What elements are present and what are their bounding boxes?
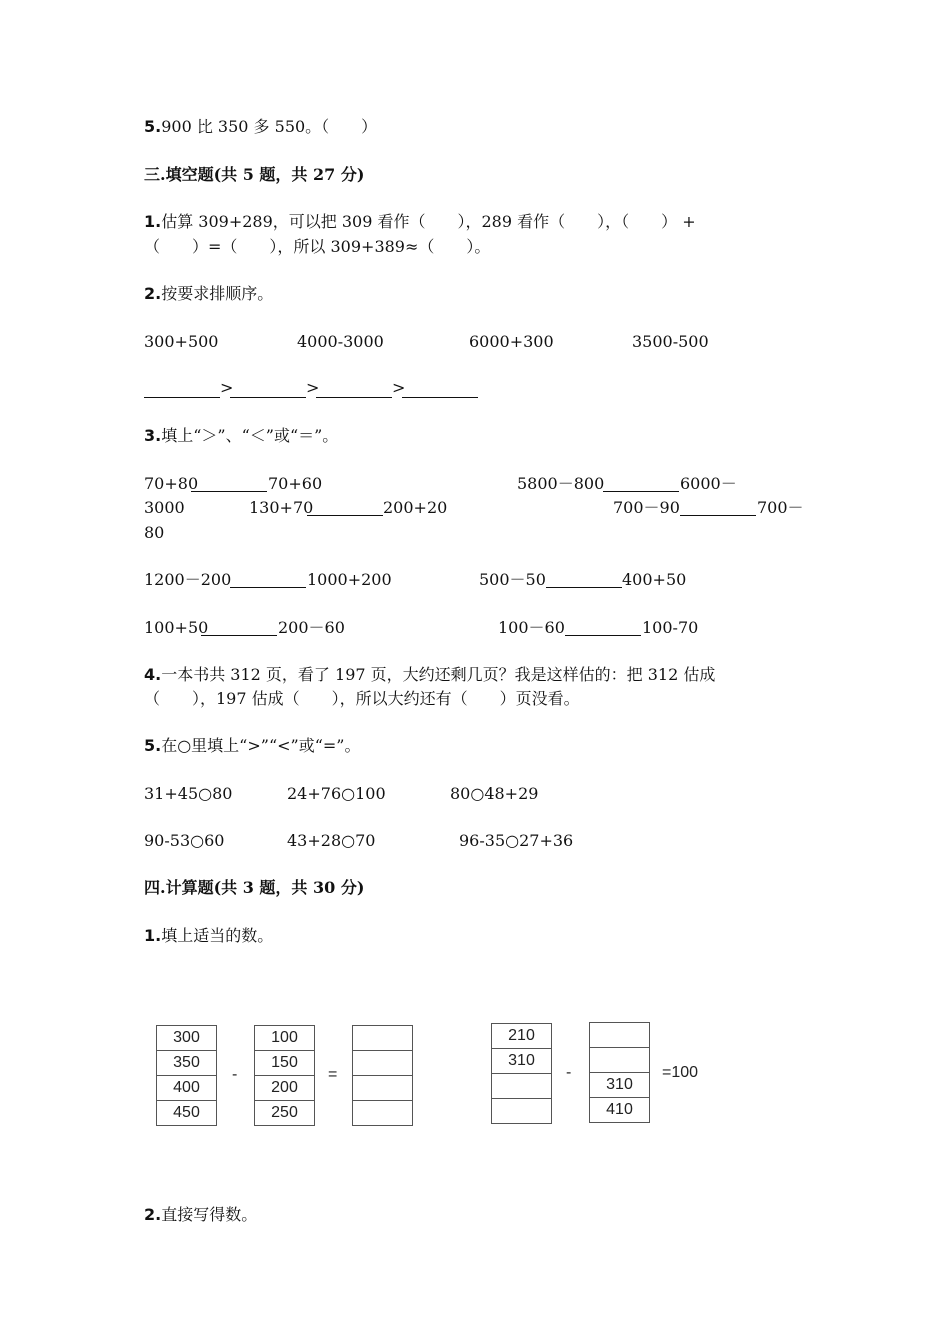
order-blank-2[interactable]: [230, 396, 306, 398]
compare-expr: 5800－800: [517, 474, 605, 493]
number-cell: 250: [271, 1104, 298, 1121]
circle-compare: 90-53○60: [144, 831, 225, 850]
compare-blank[interactable]: [191, 490, 267, 492]
answer-cell[interactable]: [590, 1048, 649, 1073]
section-title-fill-blank: 三.填空题(共 5 题，共 27 分): [144, 165, 365, 184]
answer-cell[interactable]: [353, 1101, 412, 1125]
minus-sign: -: [232, 1066, 238, 1083]
circle-compare: 96-35○27+36: [459, 831, 574, 850]
question-number: 2.: [144, 284, 162, 303]
question-text: 填上“＞”、“＜”或“＝”。: [161, 426, 339, 445]
compare-expr: 80: [144, 523, 165, 542]
fill-question-5: [144, 734, 360, 758]
question-number: 3.: [144, 426, 162, 445]
greater-than-sign: >: [306, 378, 320, 397]
number-cell: 410: [606, 1101, 633, 1118]
question-text: 一本书共 312 页，看了 197 页，大约还剩几页？我是这样估的：把 312 估成: [161, 665, 716, 684]
fill-question-1-line1: [144, 210, 696, 234]
number-cell: 300: [157, 1026, 216, 1051]
question-number: 1.: [144, 212, 162, 231]
answer-cell[interactable]: [492, 1099, 551, 1123]
circle-compare: 24+76○100: [287, 784, 386, 803]
number-cell: 450: [173, 1104, 200, 1121]
compare-expr: 3000: [144, 498, 185, 517]
compare-expr: 70+60: [268, 474, 323, 493]
number-cell: 150: [255, 1051, 314, 1076]
compare-expr: 130+70: [249, 498, 314, 517]
compare-expr: 200－60: [278, 618, 345, 637]
number-cell: 310: [492, 1049, 551, 1074]
compare-blank[interactable]: [603, 490, 679, 492]
compare-expr: 1200－200: [144, 570, 232, 589]
compare-expr: 70+80: [144, 474, 199, 493]
result-equals-100: =100: [662, 1064, 699, 1081]
question-text: 在○里填上“>”“<”或“=”。: [161, 736, 361, 755]
order-blank-3[interactable]: [316, 396, 392, 398]
number-cell: 310: [590, 1073, 649, 1098]
right-subtrahend-column: [589, 1022, 650, 1123]
circle-compare: 43+28○70: [287, 831, 376, 850]
compare-expr: 100-70: [642, 618, 699, 637]
compare-blank[interactable]: [307, 514, 383, 516]
compare-expr: 6000－: [680, 474, 737, 493]
fill-question-2: [144, 282, 273, 306]
question-number: 2.: [144, 1205, 162, 1224]
number-cell: 210: [492, 1024, 551, 1049]
left-minuend-column: [156, 1025, 217, 1126]
order-blank-1[interactable]: [144, 396, 220, 398]
compare-expr: 500－50: [479, 570, 546, 589]
greater-than-sign: >: [220, 378, 234, 397]
compare-expr: 100－60: [498, 618, 565, 637]
compare-expr: 1000+200: [307, 570, 392, 589]
left-result-column: [352, 1025, 413, 1126]
fill-question-3: [144, 424, 338, 448]
question-number: 5.: [144, 736, 162, 755]
circle-compare: 31+45○80: [144, 784, 233, 803]
circle-compare: 80○48+29: [450, 784, 539, 803]
question-number: 4.: [144, 665, 162, 684]
question-text: 按要求排顺序。: [161, 284, 274, 303]
number-cell: 350: [157, 1051, 216, 1076]
compare-blank[interactable]: [230, 586, 306, 588]
number-cell: 400: [157, 1076, 216, 1101]
question-text: 900 比 350 多 550。（ ）: [161, 117, 378, 136]
judge-question-5: [144, 115, 377, 139]
fill-question-4-line1: [144, 663, 715, 687]
right-minuend-column: [491, 1023, 552, 1124]
order-item-1: 300+500: [144, 332, 219, 351]
fill-question-4-line2: （ ），197 估成（ ），所以大约还有（ ）页没看。: [144, 689, 580, 708]
compare-blank[interactable]: [201, 634, 277, 636]
number-cell: 200: [255, 1076, 314, 1101]
minus-sign: -: [566, 1064, 572, 1081]
greater-than-sign: >: [392, 378, 406, 397]
answer-cell[interactable]: [353, 1051, 412, 1076]
answer-cell[interactable]: [492, 1074, 551, 1099]
order-item-3: 6000+300: [469, 332, 554, 351]
compare-blank[interactable]: [680, 514, 756, 516]
compare-expr: 700－90: [613, 498, 680, 517]
compare-expr: 100+50: [144, 618, 209, 637]
question-text: 直接写得数。: [161, 1205, 258, 1224]
compare-expr: 200+20: [383, 498, 448, 517]
order-blank-4[interactable]: [402, 396, 478, 398]
calc-question-1: [144, 924, 273, 948]
question-number: 1.: [144, 926, 162, 945]
answer-cell[interactable]: [353, 1026, 412, 1051]
question-number: 5.: [144, 117, 162, 136]
compare-expr: 400+50: [622, 570, 687, 589]
number-cell: 100: [255, 1026, 314, 1051]
compare-expr: 700－: [757, 498, 804, 517]
equals-sign: =: [328, 1066, 338, 1083]
order-item-2: 4000-3000: [297, 332, 384, 351]
answer-cell[interactable]: [590, 1023, 649, 1048]
section-title-calculation: 四.计算题(共 3 题，共 30 分): [144, 878, 365, 897]
answer-cell[interactable]: [353, 1076, 412, 1101]
compare-blank[interactable]: [546, 586, 622, 588]
order-item-4: 3500-500: [632, 332, 709, 351]
question-text: 估算 309+289，可以把 309 看作（ ），289 看作（ ），（ ） +: [161, 212, 696, 231]
calc-question-2: [144, 1203, 257, 1227]
compare-blank[interactable]: [565, 634, 641, 636]
question-text: 填上适当的数。: [161, 926, 274, 945]
left-subtrahend-column: [254, 1025, 315, 1126]
fill-question-1-line2: （ ）=（ ），所以 309+389≈（ ）。: [144, 237, 491, 256]
